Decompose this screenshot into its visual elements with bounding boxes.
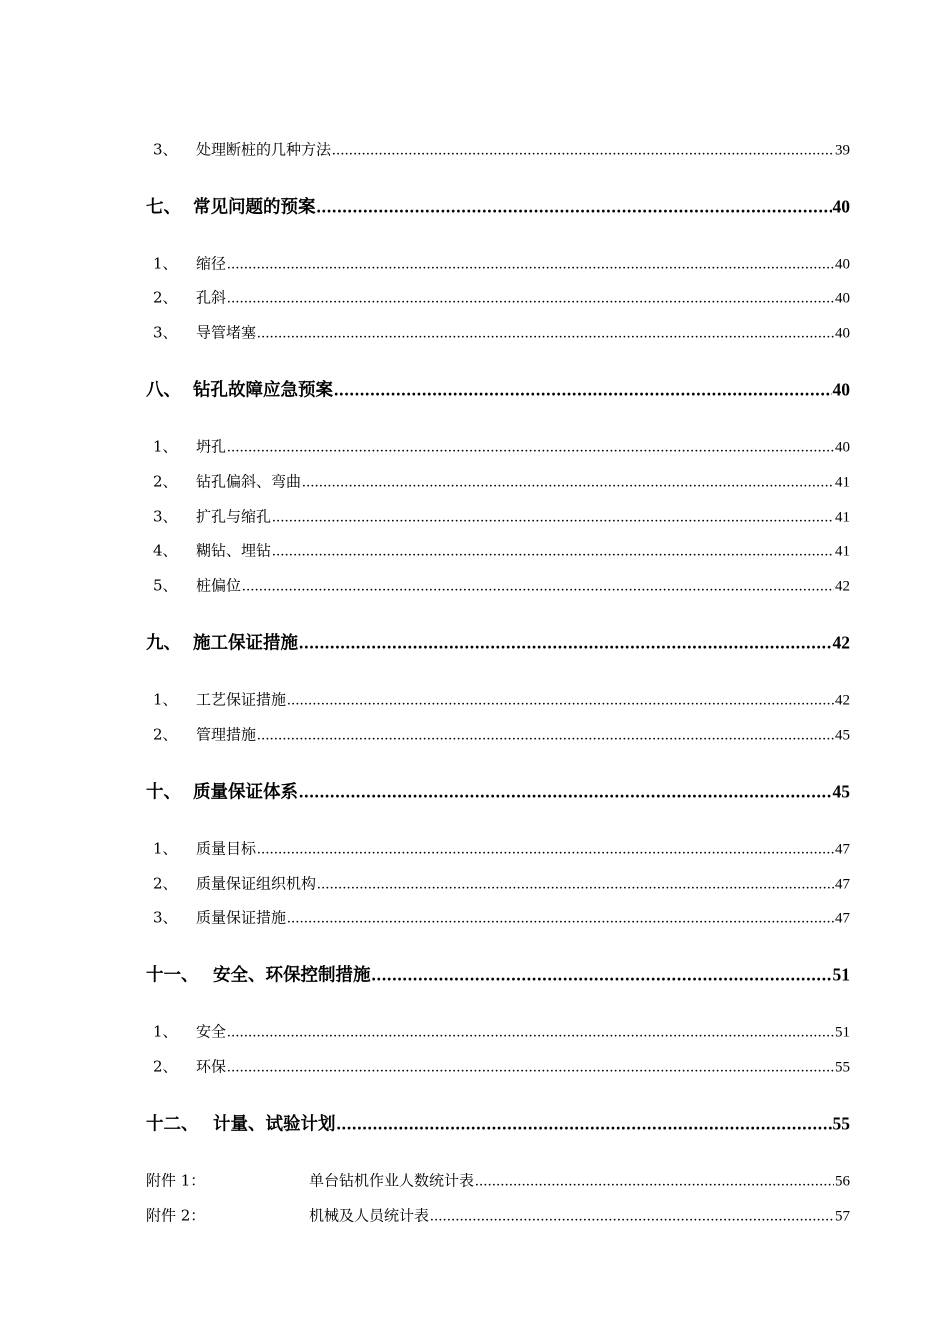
toc-entry-number: 十二、: [146, 1114, 199, 1135]
toc-section-entry[interactable]: [146, 377, 850, 402]
toc-entry-page: 55: [832, 1113, 850, 1134]
toc-entry-title: 施工保证措施: [193, 633, 298, 654]
toc-entry-title: 桩偏位: [196, 576, 242, 595]
toc-entry-page: 45: [835, 727, 850, 744]
toc-entry-number: 3、: [153, 507, 178, 526]
toc-entry[interactable]: [146, 575, 850, 596]
toc-entry-page: 41: [835, 509, 850, 526]
dot-leader: [430, 1209, 834, 1226]
toc-entry-title: 导管堵塞: [196, 323, 257, 342]
dot-leader: [299, 633, 832, 654]
toc-entry-number: 2、: [153, 288, 178, 307]
toc-entry-number: 2、: [153, 472, 178, 491]
dot-leader: [302, 475, 834, 492]
toc-section-entry[interactable]: [146, 779, 850, 804]
toc-entry-number: 附件 2：: [146, 1206, 206, 1225]
toc-entry-title: 工艺保证措施: [196, 690, 287, 709]
dot-leader: [227, 440, 834, 457]
toc-entry-page: 41: [835, 543, 850, 560]
toc-entry-page: 47: [835, 876, 850, 893]
dot-leader: [334, 380, 832, 401]
dot-leader: [272, 510, 834, 527]
toc-entry-title: 安全、环保控制措施: [213, 965, 371, 986]
toc-entry-title: 扩孔与缩孔: [196, 507, 272, 526]
dot-leader: [337, 1114, 832, 1135]
dot-leader: [242, 579, 834, 596]
toc-entry[interactable]: [146, 287, 850, 308]
toc-entry[interactable]: [146, 873, 850, 894]
toc-entry-title: 质量目标: [196, 839, 257, 858]
dot-leader: [272, 544, 834, 561]
toc-entry-number: 十一、: [146, 965, 199, 986]
toc-entry-title: 计量、试验计划: [213, 1114, 336, 1135]
toc-section-entry[interactable]: [146, 1111, 850, 1136]
toc-entry[interactable]: [146, 471, 850, 492]
toc-entry-title: 常见问题的预案: [193, 197, 316, 218]
toc-entry-page: 51: [832, 964, 850, 985]
toc-entry-number: 2、: [153, 1057, 178, 1076]
toc-entry-title: 缩径: [196, 254, 227, 273]
toc-entry-title: 质量保证体系: [193, 782, 298, 803]
toc-entry[interactable]: [146, 838, 850, 859]
toc-entry-number: 2、: [153, 725, 178, 744]
toc-entry-page: 41: [835, 474, 850, 491]
toc-entry-number: 1、: [153, 839, 178, 858]
toc-entry-number: 1、: [153, 254, 178, 273]
toc-entry[interactable]: [146, 436, 850, 457]
toc-entry-number: 1、: [153, 1022, 178, 1041]
toc-appendix-entry[interactable]: [146, 1205, 850, 1226]
toc-entry-number: 3、: [153, 908, 178, 927]
dot-leader: [475, 1174, 834, 1191]
toc-entry[interactable]: [146, 253, 850, 274]
toc-entry-title: 环保: [196, 1057, 227, 1076]
toc-entry[interactable]: [146, 139, 850, 160]
toc-entry[interactable]: [146, 1056, 850, 1077]
toc-entry[interactable]: [146, 907, 850, 928]
toc-entry-number: 5、: [153, 576, 178, 595]
toc-entry[interactable]: [146, 1021, 850, 1042]
toc-entry-title: 机械及人员统计表: [309, 1206, 430, 1225]
toc-entry-page: 45: [832, 781, 850, 802]
toc-entry-page: 42: [832, 632, 850, 653]
toc-entry-number: 九、: [146, 633, 181, 654]
toc-entry-page: 40: [835, 290, 850, 307]
toc-entry-page: 40: [835, 439, 850, 456]
toc-entry-title: 坍孔: [196, 437, 227, 456]
dot-leader: [332, 143, 834, 160]
toc-entry[interactable]: [146, 506, 850, 527]
toc-entry-number: 3、: [153, 323, 178, 342]
toc-entry-title: 孔斜: [196, 288, 227, 307]
toc-entry[interactable]: [146, 689, 850, 710]
toc-entry-title: 糊钻、埋钻: [196, 541, 272, 560]
toc-entry-number: 2、: [153, 874, 178, 893]
toc-entry-page: 40: [832, 196, 850, 217]
toc-entry-number: 4、: [153, 541, 178, 560]
toc-entry[interactable]: [146, 540, 850, 561]
dot-leader: [317, 197, 832, 218]
toc-entry-number: 附件 1：: [146, 1171, 206, 1190]
toc-entry-number: 十、: [146, 782, 181, 803]
toc-appendix-entry[interactable]: [146, 1170, 850, 1191]
toc-entry-number: 1、: [153, 437, 178, 456]
toc-entry-number: 七、: [146, 197, 181, 218]
dot-leader: [257, 842, 834, 859]
dot-leader: [287, 911, 834, 928]
toc-entry-page: 51: [835, 1024, 850, 1041]
dot-leader: [227, 291, 834, 308]
toc-entry-page: 47: [835, 910, 850, 927]
dot-leader: [257, 728, 834, 745]
toc-entry[interactable]: [146, 322, 850, 343]
toc-entry-page: 40: [835, 325, 850, 342]
toc-entry-page: 42: [835, 692, 850, 709]
dot-leader: [227, 1060, 834, 1077]
toc-entry-number: 3、: [153, 140, 178, 159]
dot-leader: [227, 257, 834, 274]
toc-entry-title: 质量保证组织机构: [196, 874, 317, 893]
toc-entry-number: 1、: [153, 690, 178, 709]
toc-section-entry[interactable]: [146, 962, 850, 987]
toc-entry[interactable]: [146, 724, 850, 745]
toc-entry-title: 单台钻机作业人数统计表: [309, 1171, 475, 1190]
toc-entry-page: 56: [835, 1173, 850, 1190]
dot-leader: [227, 1025, 834, 1042]
toc-entry-page: 47: [835, 841, 850, 858]
toc-entry-title: 管理措施: [196, 725, 257, 744]
toc-entry-page: 40: [832, 379, 850, 400]
toc-entry-page: 57: [835, 1208, 850, 1225]
toc-section-entry[interactable]: [146, 630, 850, 655]
toc-entry-title: 钻孔偏斜、弯曲: [196, 472, 302, 491]
toc-section-entry[interactable]: [146, 194, 850, 219]
toc-entry-title: 处理断桩的几种方法: [196, 140, 332, 159]
toc-entry-title: 安全: [196, 1022, 227, 1041]
toc-entry-title: 钻孔故障应急预案: [193, 380, 333, 401]
toc-entry-title: 质量保证措施: [196, 908, 287, 927]
toc-entry-page: 42: [835, 578, 850, 595]
toc-entry-page: 40: [835, 256, 850, 273]
dot-leader: [257, 326, 834, 343]
toc-entry-page: 39: [835, 142, 850, 159]
dot-leader: [299, 782, 832, 803]
dot-leader: [372, 965, 832, 986]
toc-entry-number: 八、: [146, 380, 181, 401]
toc-entry-page: 55: [835, 1059, 850, 1076]
dot-leader: [317, 877, 834, 894]
dot-leader: [287, 693, 834, 710]
